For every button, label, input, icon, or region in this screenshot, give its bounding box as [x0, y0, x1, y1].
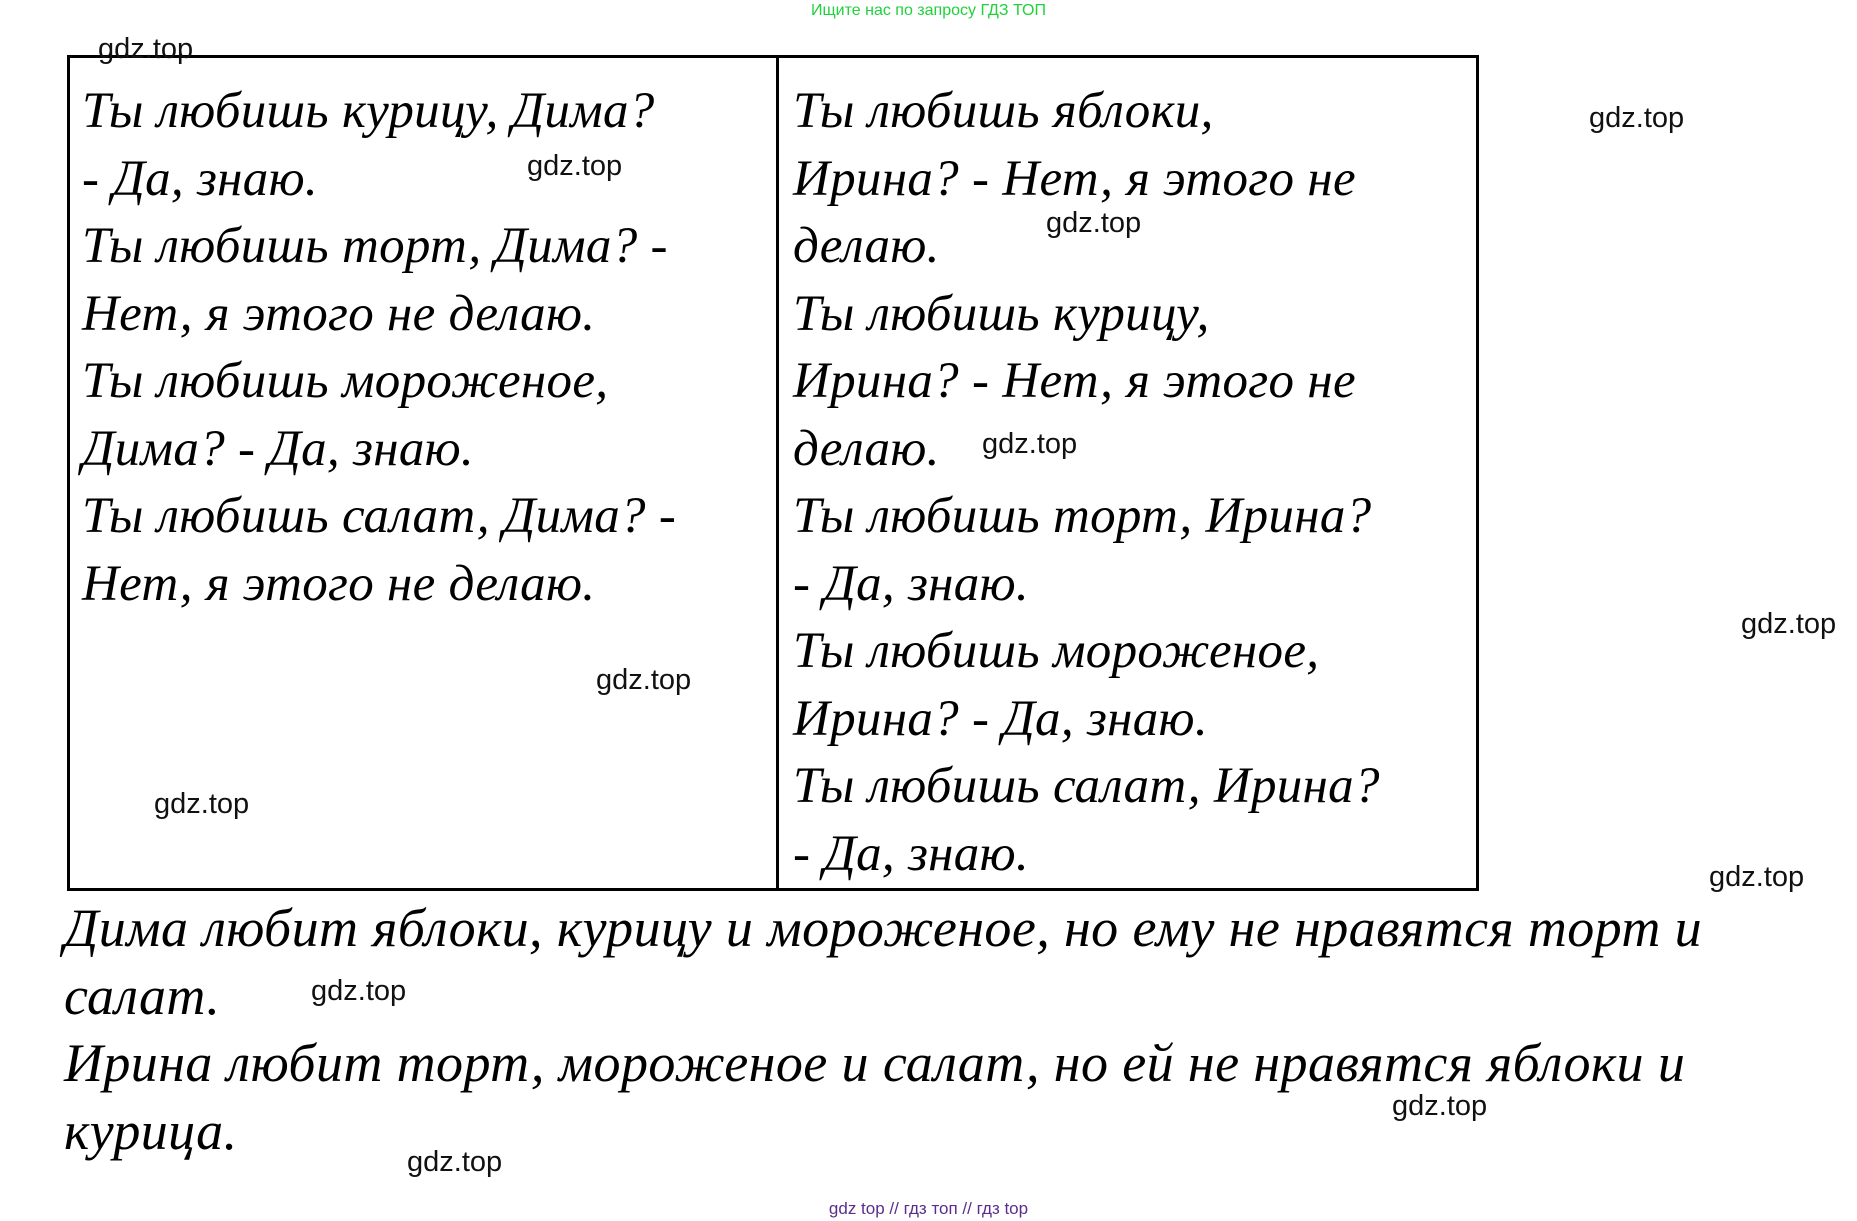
table-line: Ты любишь мороженое,: [82, 353, 609, 409]
watermark: gdz.top: [1046, 207, 1142, 239]
top-banner[interactable]: Ищите нас по запросу ГДЗ ТОП: [811, 2, 1046, 19]
table-line: Ты любишь салат, Ирина?: [793, 758, 1380, 814]
watermark: gdz.top: [311, 975, 407, 1007]
table-line: делаю.: [793, 218, 940, 274]
watermark: gdz.top: [154, 788, 250, 820]
table-line: - Да, знаю.: [82, 150, 318, 207]
table-line: делаю.: [793, 420, 940, 477]
watermark: gdz.top: [98, 33, 194, 65]
watermark: gdz.top: [527, 150, 623, 182]
table-cell-dima: [70, 58, 779, 888]
table-line: Ты любишь торт, Ирина?: [793, 488, 1372, 544]
answer-table: [67, 55, 1479, 891]
table-cell-irina: [779, 58, 1476, 888]
watermark: gdz.top: [1709, 861, 1805, 893]
watermark: gdz.top: [1741, 608, 1837, 640]
table-line: Нет, я этого не делаю.: [82, 285, 596, 342]
table-line: Ирина? - Нет, я этого не: [793, 353, 1356, 409]
table-line: Ты любишь салат, Дима? -: [82, 488, 677, 544]
watermark: gdz.top: [596, 664, 692, 696]
summary-line: Дима любит яблоки, курицу и мороженое, но ему не нравятся торт и: [64, 898, 1703, 958]
table-line: Нет, я этого не делаю.: [82, 555, 596, 612]
footer-links[interactable]: gdz top // гдз топ // гдз top: [828, 1199, 1029, 1218]
watermark: gdz.top: [982, 428, 1078, 460]
watermark: gdz.top: [407, 1146, 503, 1178]
table-line: Ты любишь курицу, Дима?: [82, 83, 655, 139]
watermark: gdz.top: [1392, 1090, 1488, 1122]
summary-line: Ирина любит торт, мороженое и салат, но ей не нравятся яблоки и: [64, 1033, 1686, 1093]
summary-line: салат.: [64, 965, 221, 1026]
watermark: gdz.top: [1589, 102, 1685, 134]
table-line: Ты любишь мороженое,: [793, 623, 1320, 679]
table-line: Ты любишь торт, Дима? -: [82, 218, 668, 274]
table-line: Ирина? - Да, знаю.: [793, 690, 1208, 747]
table-line: Ирина? - Нет, я этого не: [793, 150, 1356, 207]
table-line: - Да, знаю.: [793, 555, 1029, 612]
summary-line: курица.: [64, 1100, 238, 1161]
table-line: Дима? - Да, знаю.: [82, 420, 474, 477]
table-line: Ты любишь курицу,: [793, 285, 1210, 342]
summary-paragraph: [64, 895, 1844, 1165]
table-line: Ты любишь яблоки,: [793, 83, 1214, 139]
table-line: - Да, знаю.: [793, 825, 1029, 882]
